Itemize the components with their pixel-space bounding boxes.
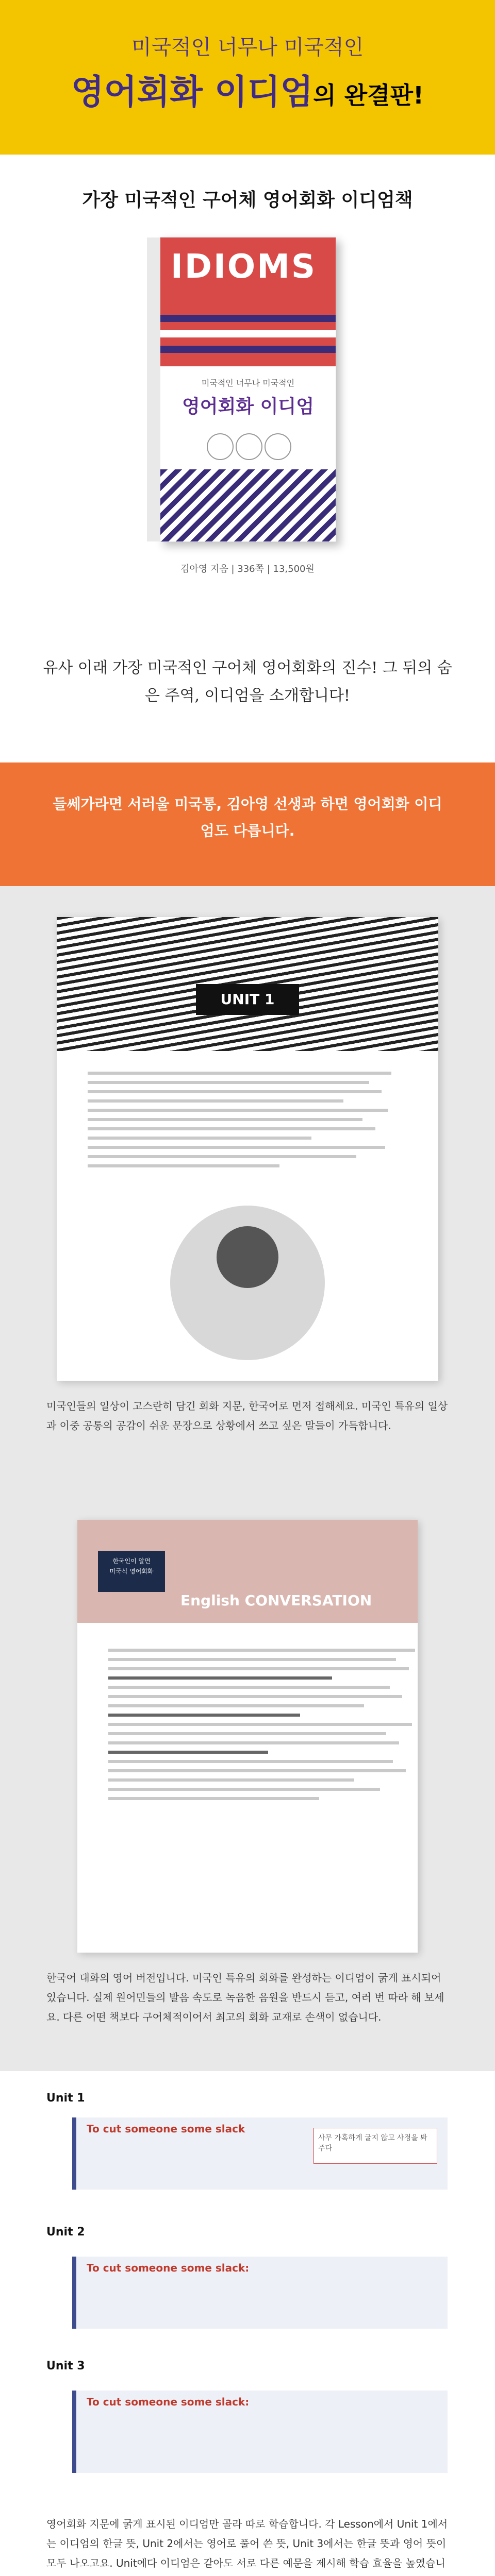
unit-label: Unit 1 [46,2092,85,2105]
header-title-main: 영어회화 이디엄 [71,72,314,112]
orange-banner [0,762,495,886]
conversation-label-line2: 미국식 영어회화 [109,1568,154,1575]
feature-conversation-section [0,1494,495,2071]
cover-stripe [160,346,336,353]
text-lines [88,1072,407,1174]
award-badge-icon [265,433,291,460]
unit-card [72,2391,448,2473]
unit-phrase: To cut someone some slack [87,2123,245,2135]
book-intro-heading: 가장 미국적인 구어체 영어회화 이디엄책 [82,190,413,211]
book-cover [160,237,336,542]
unit-row [46,2226,449,2239]
award-badge-icon [236,433,262,460]
unit-page-preview [57,917,438,1381]
cover-art [160,238,336,366]
unit-row [46,2360,449,2372]
intro-text: 유사 이래 가장 미국적인 구어체 영어회화의 진수! 그 뒤의 숨은 주역, 이디엄을 소개합니다! [43,659,452,705]
conversation-title: English CONVERSATION [180,1592,372,1609]
award-badge-icon [207,433,234,460]
feature-unit-section [0,886,495,1494]
feature-units-description: 영어회화 지문에 굵게 표시된 이디엄만 골라 따로 학습합니다. 각 Lesson에서 Unit 1에서는 이디엄의 한글 뜻, Unit 2에서는 영어로 풀어 쓴 뜻, Unit 3에서는 한글 뜻과 영어 뜻이 모두 나오고요. Unit에다 이디엄은 같아도 서로 다른 예문을 제시해 학습 효율을 높였습니 [46,2518,448,2569]
cover-stripe [160,315,336,322]
feature-conversation-description: 한국어 대화의 영어 버전입니다. 미국인 특유의 회화를 완성하는 이디엄이 굵게 표시되어 있습니다. 실제 원어민들의 발음 속도로 녹음한 음원을 반드시 듣고, 여러 번 따라 해 보세요. 다른 어떤 책보다 구어체적이어서 최고의 회화 교재로 손색이 없습니다. [46,1972,444,2023]
unit-label: Unit 2 [46,2226,85,2239]
conversation-header [77,1520,418,1623]
cover-wave-pattern [160,469,336,541]
text-lines [108,1649,418,1806]
book-meta: 김아영 지음 | 336쪽 | 13,500원 [180,564,315,574]
book-spine [147,238,160,541]
unit-phrase: To cut someone some slack: [87,2262,250,2274]
unit-badge: UNIT 1 [196,984,299,1015]
conversation-label-line1: 한국인이 알면 [112,1557,151,1565]
cover-book-name: 영어회화 이디엄 [182,396,314,417]
unit-phrase: To cut someone some slack: [87,2396,250,2408]
unit-card [72,2257,448,2329]
brain-illustration [170,1206,325,1360]
header-banner [0,0,495,155]
cover-publisher-line: 미국적인 너무나 미국적인 [201,378,295,388]
cover-title: IDIOMS [171,248,317,286]
conversation-label [98,1551,165,1592]
unit-row [46,2092,449,2105]
intro-section [0,618,495,762]
unit-note: 사무 가혹하게 굴지 않고 사정을 봐 주다 [314,2128,437,2164]
cover-stripe [160,330,336,337]
feature-unit-description: 미국인들의 일상이 고스란히 담긴 회화 지문, 한국어로 먼저 접해세요. 미국인 특유의 일상과 이중 공통의 공감이 쉬운 문장으로 상황에서 쓰고 싶은 말들이 가득합니다. [46,1400,448,1432]
unit-label: Unit 3 [46,2360,85,2372]
book-intro-section [0,155,495,618]
header-subtitle: 미국적인 너무나 미국적인 [131,36,364,59]
unit-card [72,2117,448,2190]
feature-units-section [0,2071,495,2576]
banner-text: 들쎄가라면 서러울 미국통, 김아영 선생과 하면 영어회화 이디엄도 다릅니다. [53,795,442,839]
header-title-suffix: 의 완결판! [313,81,424,109]
conversation-page-preview [77,1520,418,1953]
header-title [0,64,495,113]
